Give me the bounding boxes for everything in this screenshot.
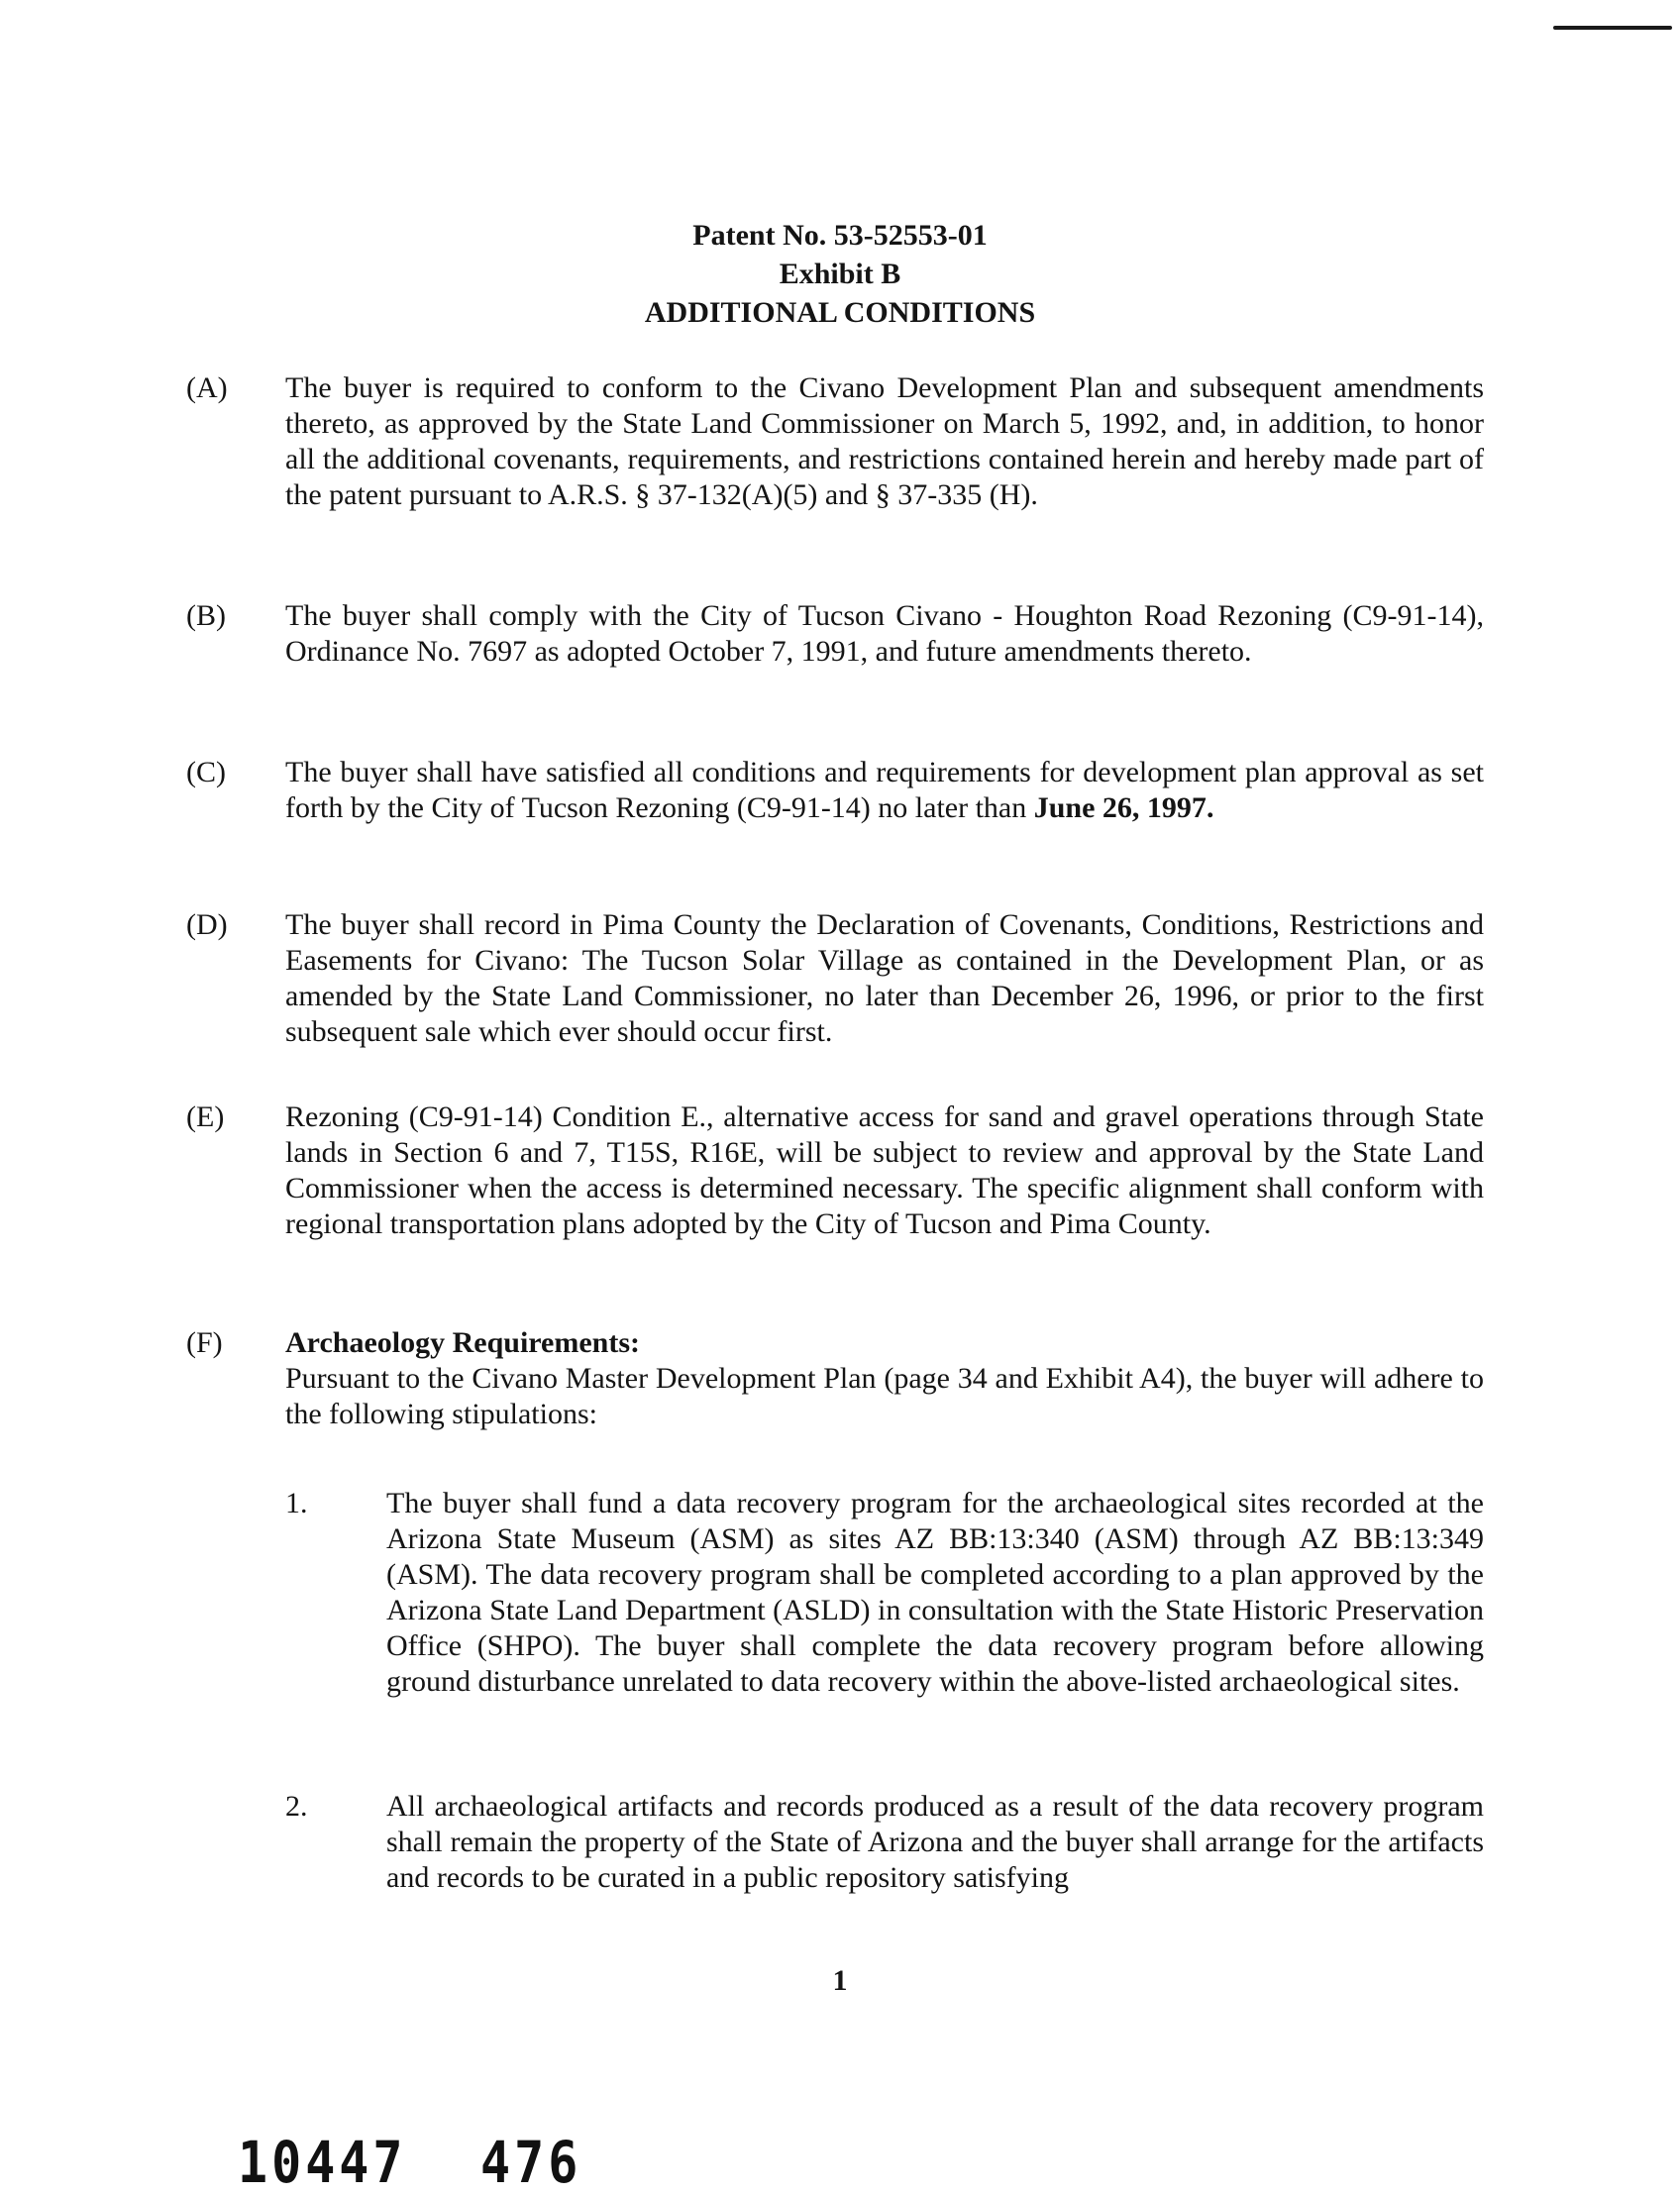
condition-d — [186, 907, 1484, 1050]
condition-marker: (B) — [186, 599, 226, 632]
condition-c — [186, 755, 1484, 826]
condition-text — [285, 755, 1484, 826]
condition-e — [186, 1099, 1484, 1242]
condition-b — [186, 598, 1484, 670]
page-number: 1 — [832, 1964, 848, 1997]
condition-text — [285, 1325, 1484, 1432]
stipulation-marker: 1. — [285, 1487, 308, 1519]
condition-subtitle: Archaeology Requirements: — [285, 1326, 641, 1359]
condition-text: Rezoning (C9-91-14) Condition E., alternative access for sand and gravel operations through State lands in Section 6 and 7, T15S, R16E, will be subject to review and approval by the State Land Commissioner when the access is determined necessary. The specific alignment shall conform with regional transportation plans adopted by the City of Tucson and Pima County. — [285, 1100, 1484, 1240]
top-edge-mark — [1553, 26, 1672, 30]
condition-text-main: Pursuant to the Civano Master Development Plan (page 34 and Exhibit A4), the buyer will adhere to the following stipulations: — [285, 1362, 1484, 1430]
condition-marker: (F) — [186, 1326, 223, 1359]
recording-book-number: 10447 — [238, 2130, 407, 2196]
patent-number: Patent No. 53-52553-01 — [692, 219, 988, 252]
condition-marker: (A) — [186, 371, 228, 404]
condition-marker: (E) — [186, 1100, 225, 1133]
exhibit-label: Exhibit B — [779, 258, 901, 290]
stipulation-text: The buyer shall fund a data recovery program for the archaeological sites recorded at the Arizona State Museum (ASM) as sites AZ BB:13:340 (ASM) through AZ BB:13:349 (ASM). The data recovery program shall be completed according to a plan approved by the Arizona State Land Department (ASLD) in consultation with the State Historic Preservation Office (SHPO). The buyer shall complete the data recovery program before allowing ground disturbance unrelated to data recovery within the above-listed archaeological sites. — [386, 1487, 1484, 1698]
deadline-date: June 26, 1997 — [1033, 791, 1207, 824]
condition-marker: (D) — [186, 908, 228, 941]
document-title: ADDITIONAL CONDITIONS — [644, 296, 1036, 329]
condition-a — [186, 370, 1484, 513]
condition-text: The buyer shall comply with the City of Tucson Civano - Houghton Road Rezoning (C9-91-14), Ordinance No. 7697 as adopted October 7, 1991, and future amendments thereto. — [285, 599, 1484, 668]
condition-text: The buyer is required to conform to the Civano Development Plan and subsequent amendments thereto, as approved by the State Land Commissioner on March 5, 1992, and, in addition, to honor all the additional covenants, requirements, and restrictions contained herein and hereby made part of the patent pursuant to A.R.S. § 37-132(A)(5) and § 37-335 (H). — [285, 371, 1484, 511]
stipulation-marker: 2. — [285, 1790, 308, 1823]
condition-text: The buyer shall record in Pima County the Declaration of Covenants, Conditions, Restrictions and Easements for Civano: The Tucson Solar Village as contained in the Development Plan, or as amended by the State Land Commissioner, no later than December 26, 1996, or prior to the first subsequent sale which ever should occur first. — [285, 908, 1484, 1048]
stipulation-text: All archaeological artifacts and records produced as a result of the data recovery program shall remain the property of the State of Arizona and the buyer shall arrange for the artifacts and records to be curated in a public repository satisfying — [386, 1790, 1484, 1894]
condition-marker: (C) — [186, 756, 226, 788]
condition-text-main: The buyer shall have satisfied all conditions and requirements for development plan approval as set forth by the City of Tucson Rezoning (C9-91-14) no later than — [285, 756, 1484, 824]
recording-page-number: 476 — [480, 2130, 582, 2196]
stipulation-2 — [285, 1789, 1484, 1896]
deadline-period: . — [1206, 791, 1214, 824]
stipulation-1 — [285, 1486, 1484, 1700]
document-header — [0, 216, 1680, 332]
condition-f — [186, 1325, 1484, 1432]
